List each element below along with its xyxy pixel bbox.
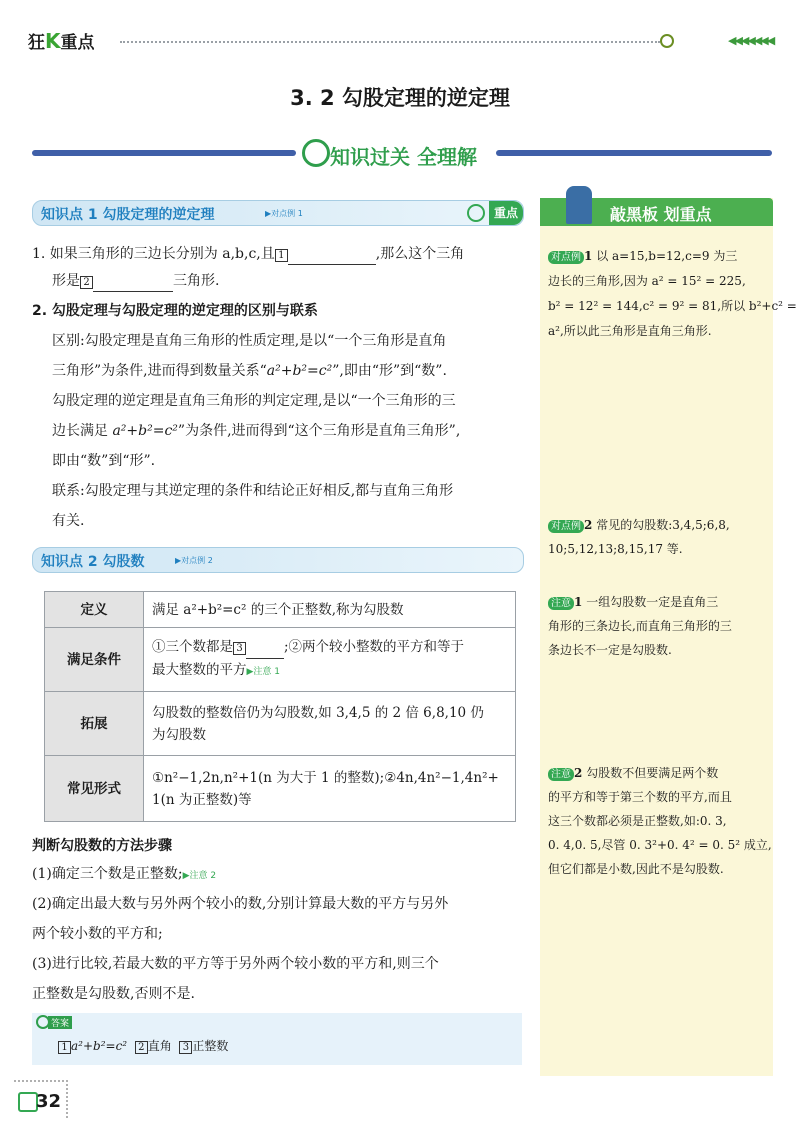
sidebar-note-2-line-5: 但它们都是小数,因此不是勾股数. xyxy=(548,862,724,876)
knowledge-point-1-heading xyxy=(32,200,524,226)
item-2-line-2: 三角形”为条件,进而得到数量关系“a²+b²=c²”,即由“形”到“数”. xyxy=(52,363,447,379)
sidebar-note-2-line-4: 0. 4,0. 5,尽管 0. 3²+0. 4² = 0. 5² 成立, xyxy=(548,838,772,852)
blank-3-field[interactable] xyxy=(246,636,284,659)
sidebar-note-2-line-3: 这三个数都必须是正整数,如:0. 3, xyxy=(548,814,727,828)
header-circle-icon xyxy=(660,34,674,48)
note-1-link[interactable]: ▶注意 1 xyxy=(246,667,281,677)
item-2-line-1: 区别:勾股定理是直角三角形的性质定理,是以“一个三角形是直角 xyxy=(52,333,447,349)
page-title: 3. 2 勾股定理的逆定理 xyxy=(290,86,510,110)
blank-2-field[interactable] xyxy=(93,271,173,292)
banner-bar-right xyxy=(496,150,772,156)
page-number: 32 xyxy=(36,1091,62,1112)
sidebar-note-1-line-2: 角形的三条边长,而直角三角形的三 xyxy=(548,619,732,633)
target-icon xyxy=(467,204,485,222)
row-header-extension: 拓展 xyxy=(45,692,144,756)
row-header-definition: 定义 xyxy=(45,592,144,628)
sidebar-example-1: 对点例 1 以 a=15,b=12,c=9 为三 xyxy=(548,245,737,268)
example-tag: 对点例 xyxy=(548,251,584,264)
step-3-line-2: 正整数是勾股数,否则不是. xyxy=(32,986,195,1002)
kp2-example-link[interactable]: ▶对点例 2 xyxy=(175,556,213,565)
conditions-cell: ①三个数都是 3 ;②两个较小整数的平方和等于 最大整数的平方▶注意 1 xyxy=(144,628,516,692)
item-1-line-1: 1. 如果三角形的三边长分别为 a,b,c,且 1 ,那么这个三角 xyxy=(32,244,464,265)
definition-cell: 满足 a²+b²=c² 的三个正整数,称为勾股数 xyxy=(144,592,516,628)
formula: a²+b²=c² xyxy=(112,423,178,439)
step-3-line-1: (3)进行比较,若最大数的平方等于另外两个较小数的平方和,则三个 xyxy=(32,956,439,972)
common-forms-cell: ①n²−1,2n,n²+1(n 为大于 1 的整数);②4n,4n²−1,4n²+ 1(n 为正整数)等 xyxy=(144,756,516,822)
example-tag: 对点例 xyxy=(548,520,584,533)
row-header-common-forms: 常见形式 xyxy=(45,756,144,822)
item-2-line-6: 联系:勾股定理与其逆定理的条件和结论正好相反,都与直角三角形 xyxy=(52,483,454,499)
sidebar-example-2: 对点例 2 常见的勾股数:3,4,5;6,8, xyxy=(548,514,730,537)
kp2-label: 知识点 2 勾股数 xyxy=(41,554,145,570)
kp1-label: 知识点 1 勾股定理的逆定理 xyxy=(41,207,215,223)
table-row xyxy=(45,592,516,628)
knowledge-point-2-heading xyxy=(32,547,524,573)
blank-2-marker: 2 xyxy=(80,276,93,289)
extension-cell: 勾股数的整数倍仍为勾股数,如 3,4,5 的 2 倍 6,8,10 仍 为勾股数 xyxy=(144,692,516,756)
brand-logo: 狂K重点 xyxy=(28,29,95,53)
step-2-line-1: (2)确定出最大数与另外两个较小的数,分别计算最大数的平方与另外 xyxy=(32,896,449,912)
sidebar-note-1: 注意 1 一组勾股数一定是直角三 xyxy=(548,591,718,614)
sidebar-example-1-line-2: 边长的三角形,因为 a² = 15² = 225, xyxy=(548,274,746,288)
item-2-heading: 2. 勾股定理与勾股定理的逆定理的区别与联系 xyxy=(32,303,318,319)
steps-heading: 判断勾股数的方法步骤 xyxy=(32,838,172,854)
table-row xyxy=(45,692,516,756)
table-row xyxy=(45,628,516,692)
sidebar-note-2: 注意 2 勾股数不但要满足两个数 xyxy=(548,762,718,785)
header-dotted-line xyxy=(120,41,660,43)
sidebar-title: 敲黑板 划重点 xyxy=(610,205,712,224)
section-banner: 知识过关 全理解 xyxy=(330,145,477,169)
step-1: (1)确定三个数是正整数;▶注意 2 xyxy=(32,866,217,882)
banner-swirl-icon xyxy=(302,139,330,167)
note-tag: 注意 xyxy=(548,597,574,610)
blank-1-marker: 1 xyxy=(275,249,288,262)
item-1-line-2: 形是 2 三角形. xyxy=(52,271,219,292)
teacher-figure-icon xyxy=(566,186,592,224)
note-2-link[interactable]: ▶注意 2 xyxy=(182,871,217,881)
answer-line: 1 a²+b²=c² 2 直角 3 正整数 xyxy=(58,1036,228,1056)
item-2-line-7: 有关. xyxy=(52,513,85,529)
sidebar-example-2-line-2: 10;5,12,13;8,15,17 等. xyxy=(548,542,683,556)
step-2-line-2: 两个较小数的平方和; xyxy=(32,926,163,942)
table-row xyxy=(45,756,516,822)
key-point-badge: 重点 xyxy=(489,201,523,225)
note-tag: 注意 xyxy=(548,768,574,781)
formula: a²+b²=c² xyxy=(266,363,333,379)
row-header-conditions: 满足条件 xyxy=(45,628,144,692)
banner-bar-left xyxy=(32,150,296,156)
item-2-line-4: 边长满足 a²+b²=c²”为条件,进而得到“这个三角形是直角三角形”, xyxy=(52,423,461,439)
pythagorean-triple-table xyxy=(44,591,516,822)
header-arrows-icon: ◀◀◀◀◀◀◀ xyxy=(728,34,774,47)
sidebar-note-2-line-2: 的平方和等于第三个数的平方,而且 xyxy=(548,790,732,804)
item-2-line-3: 勾股定理的逆定理是直角三角形的判定定理,是以“一个三角形的三 xyxy=(52,393,456,409)
sidebar-example-1-line-4: a²,所以此三角形是直角三角形. xyxy=(548,324,712,338)
item-2-line-5: 即由“数”到“形”. xyxy=(52,453,156,469)
blank-1-field[interactable] xyxy=(288,244,376,265)
blank-3-marker: 3 xyxy=(233,642,246,655)
kp1-example-link[interactable]: ▶对点例 1 xyxy=(265,209,303,218)
sidebar-example-1-line-3: b² = 12² = 144,c² = 9² = 81,所以 b²+c² = xyxy=(548,299,797,313)
answer-label: 答案 xyxy=(48,1016,72,1029)
page-compass-icon xyxy=(18,1092,38,1112)
sidebar-note-1-line-3: 条边长不一定是勾股数. xyxy=(548,643,672,657)
